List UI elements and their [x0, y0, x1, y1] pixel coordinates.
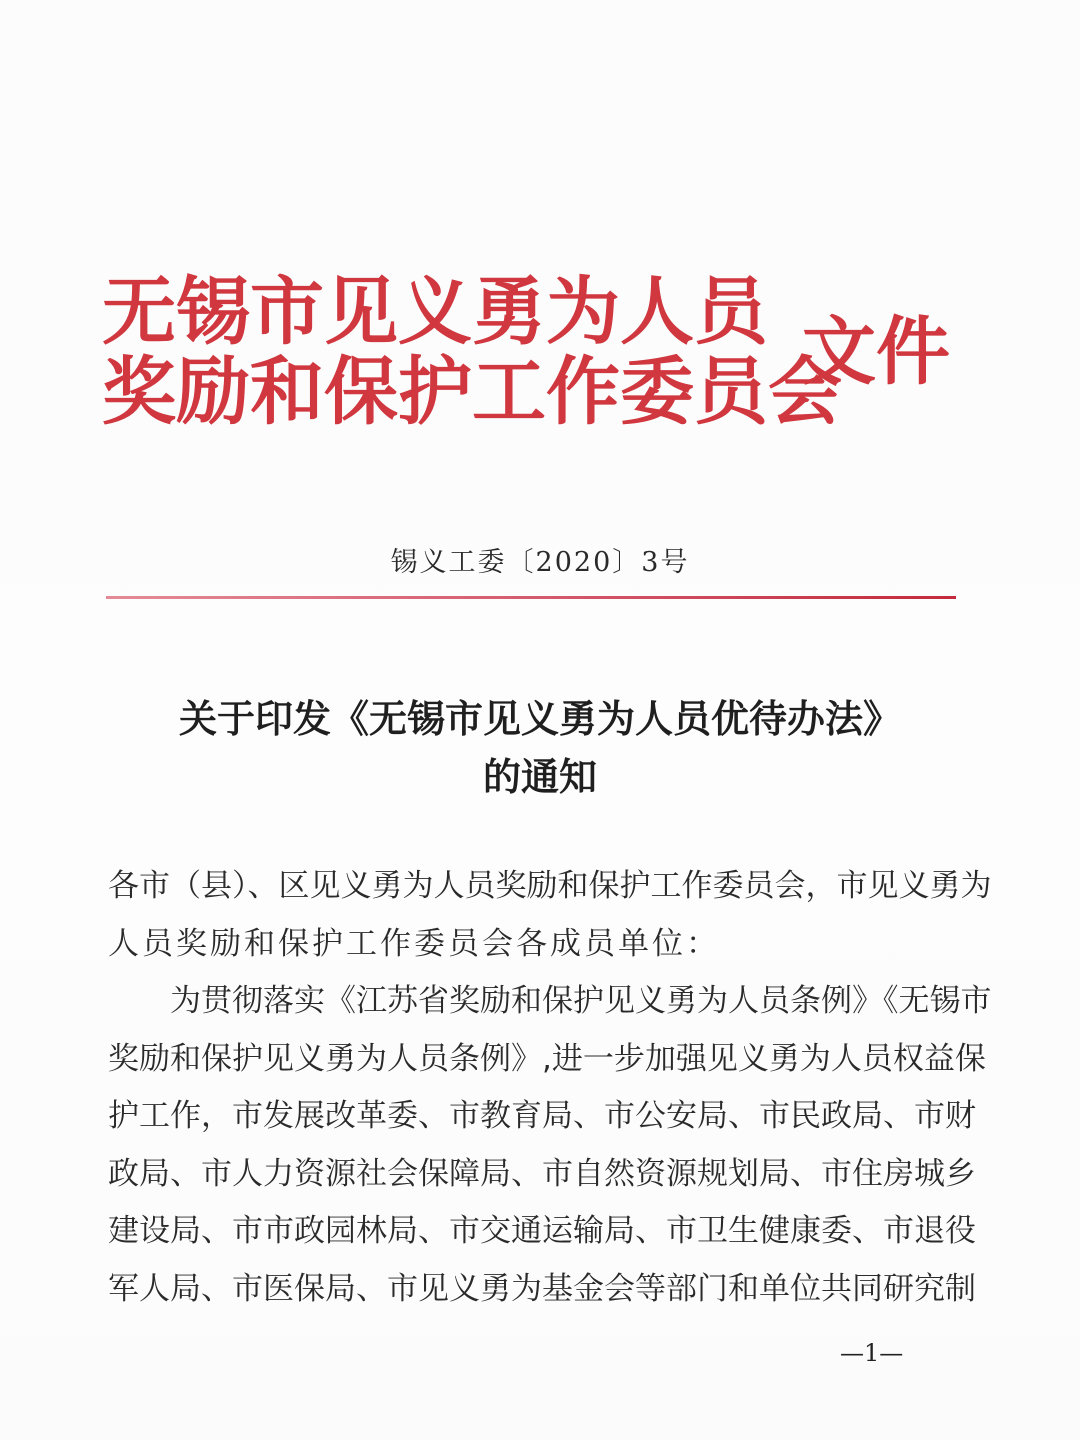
document-number-text: 锡义工委〔2020〕3号	[390, 547, 690, 578]
notice-title-line-2: 的通知	[482, 754, 597, 799]
body-line-addressee-2: 人员奖励和保护工作委员会各成员单位：	[108, 925, 720, 962]
body-line: 政局、市人力资源社会保障局、市自然资源规划局、市住房城乡	[108, 1155, 976, 1192]
notice-title	[0, 690, 1080, 806]
notice-title-line-1: 关于印发《无锡市见义勇为人员优待办法》	[178, 696, 901, 741]
document-number	[0, 546, 1080, 580]
page-number: —1—	[840, 1339, 904, 1367]
body-line: 奖励和保护见义勇为人员条例》,进一步加强见义勇为人员权益保	[108, 1040, 986, 1077]
body-line: 护工作，市发展改革委、市教育局、市公安局、市民政局、市财	[108, 1098, 976, 1134]
body-line: 建设局、市市政园林局、市交通运输局、市卫生健康委、市退役	[108, 1213, 976, 1249]
masthead-document-type: 文件	[802, 309, 950, 395]
masthead-org-line-1: 无锡市见义勇为人员	[102, 269, 768, 355]
red-masthead	[102, 269, 962, 435]
body-line: 军人局、市医保局、市见义勇为基金会等部门和单位共同研究制	[108, 1270, 976, 1307]
red-divider-line	[106, 596, 956, 599]
masthead-organization	[102, 269, 842, 435]
notice-body	[108, 858, 992, 1318]
body-line-paragraph: 为贯彻落实《江苏省奖励和保护见义勇为人员条例》《无锡市	[170, 983, 992, 1019]
masthead-org-line-2: 奖励和保护工作委员会	[102, 349, 842, 435]
body-line-addressee-1: 各市（县）、区见义勇为人员奖励和保护工作委员会，市见义勇为	[108, 868, 992, 904]
